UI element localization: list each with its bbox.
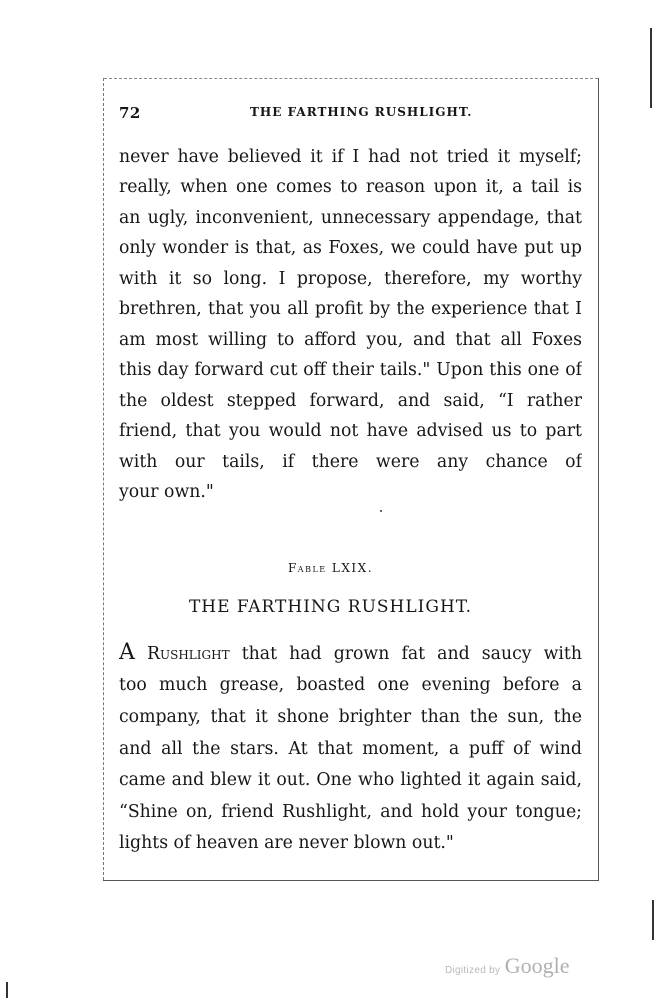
body-line: an ugly, inconvenient, unnecessary appendage, that xyxy=(119,208,582,228)
fable-line-last: lights of heaven are never blown out." xyxy=(119,833,454,853)
fable-first-line-rest: that had grown fat and saucy with xyxy=(241,644,582,664)
digitized-by-google-watermark xyxy=(445,953,570,979)
fable-line: “Shine on, friend Rushlight, and hold your tongue; xyxy=(119,802,582,822)
fable-line: came and blew it out. One who lighted it again said, xyxy=(119,770,582,790)
page-header xyxy=(117,104,583,130)
body-line: with it so long. I propose, therefore, my worthy xyxy=(119,269,582,289)
fable-first-line xyxy=(119,638,582,668)
fable-first-word: Rushlight xyxy=(147,644,230,664)
scan-edge-mark-right-lower xyxy=(652,900,654,940)
body-line: brethren, that you all profit by the experience that I xyxy=(119,299,582,319)
page-border-top xyxy=(104,78,598,79)
body-line: never have believed it if I had not tried it myself; xyxy=(119,147,582,167)
ink-speck xyxy=(380,510,382,512)
page-border-bottom xyxy=(103,880,599,881)
body-line: really, when one comes to reason upon it, a tail is xyxy=(119,177,582,197)
fable-line: too much grease, boasted one evening before a xyxy=(119,675,582,695)
fable-line: and all the stars. At that moment, a puff of wind xyxy=(119,739,582,759)
body-line-last: your own." xyxy=(119,482,214,502)
page-border-right xyxy=(598,78,599,880)
body-line: the oldest stepped forward, and said, “I rather xyxy=(119,391,582,411)
page-border-left xyxy=(103,78,104,880)
body-line: this day forward cut off their tails." Upon this one of xyxy=(119,360,582,380)
body-line: only wonder is that, as Foxes, we could have put up xyxy=(119,238,582,258)
body-line: friend, that you would not have advised us to part xyxy=(119,421,582,441)
body-line: with our tails, if there were any chance of xyxy=(119,452,582,472)
initial-letter: A xyxy=(119,640,135,665)
fable-number: Fable LXIX. xyxy=(287,561,374,575)
scan-edge-mark-left xyxy=(6,982,8,998)
body-line: am most willing to afford you, and that all Foxes xyxy=(119,330,582,350)
fable-line: company, that it shone brighter than the sun, the xyxy=(119,707,582,727)
scan-edge-mark-right xyxy=(650,28,652,108)
watermark-brand: Google xyxy=(504,953,570,978)
page-number: 72 xyxy=(119,104,141,122)
running-head: THE FARTHING RUSHLIGHT. xyxy=(250,105,473,119)
watermark-prefix: Digitized by xyxy=(445,965,501,976)
fable-title: THE FARTHING RUSHLIGHT. xyxy=(188,597,473,617)
